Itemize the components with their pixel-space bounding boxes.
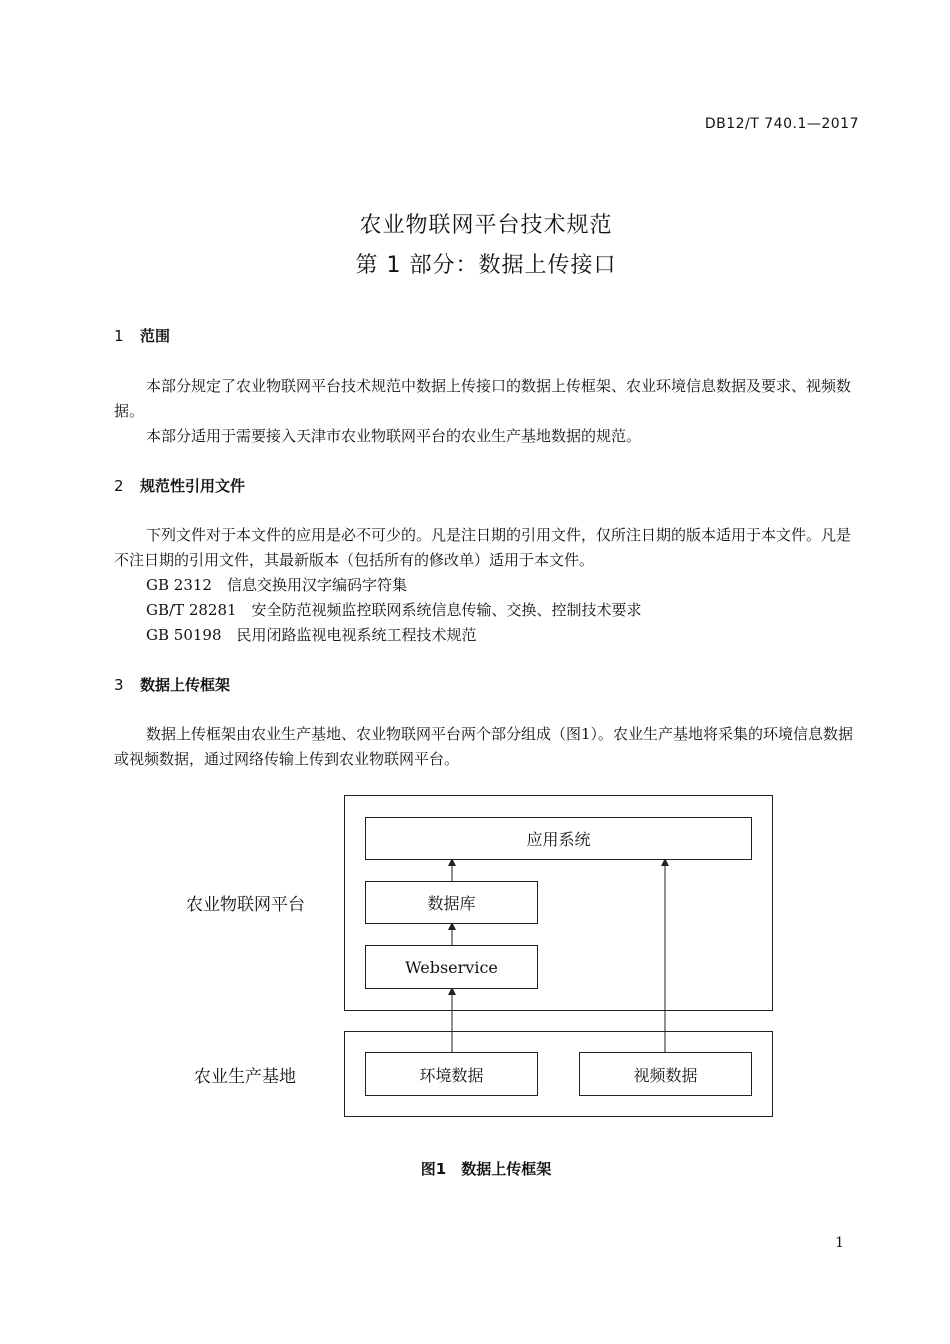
section-1-paragraph-2: 本部分适用于需要接入天津市农业物联网平台的农业生产基地数据的规范。: [146, 427, 642, 445]
section-number: 1: [114, 327, 124, 345]
webservice-box: [365, 945, 538, 989]
reference-item: GB/T 28281 安全防范视频监控联网系统信息传输、交换、控制技术要求: [146, 601, 642, 619]
database-box: [365, 881, 538, 924]
document-number: DB12/T 740.1—2017: [704, 116, 859, 132]
figure-caption: 图1 数据上传框架: [420, 1160, 552, 1178]
env-data-box: [365, 1052, 538, 1096]
reference-item: GB 2312 信息交换用汉字编码字符集: [146, 576, 407, 594]
env-data-label: 环境数据: [419, 1065, 484, 1085]
reference-item: GB 50198 民用闭路监视电视系统工程技术规范: [146, 626, 477, 644]
section-number: 3: [114, 676, 124, 694]
platform-label: 农业物联网平台: [186, 895, 305, 915]
section-1-paragraph-1: 本部分规定了农业物联网平台技术规范中数据上传接口的数据上传框架、农业环境信息数据及要求、视频数据。: [114, 377, 852, 420]
webservice-label: Webservice: [405, 957, 498, 977]
database-label: 数据库: [427, 894, 476, 913]
section-title: 数据上传框架: [140, 676, 231, 694]
app-system-box: [365, 817, 752, 860]
title-line-1: 农业物联网平台技术规范: [359, 213, 613, 238]
video-data-box: [579, 1052, 752, 1096]
title-line-2: 第 1 部分：数据上传接口: [355, 253, 617, 278]
base-label: 农业生产基地: [194, 1067, 296, 1087]
app-system-label: 应用系统: [526, 830, 591, 849]
section-title: 范围: [140, 327, 171, 345]
section-2-paragraph-1: 下列文件对于本文件的应用是必不可少的。凡是注日期的引用文件，仅所注日期的版本适用于本文件。凡是不注日期的引用文件，其最新版本（包括所有的修改单）适用于本文件。: [114, 526, 852, 569]
section-3-paragraph-1: 数据上传框架由农业生产基地、农业物联网平台两个部分组成（图1）。农业生产基地将采集的环境信息数据或视频数据，通过网络传输上传到农业物联网平台。: [114, 725, 854, 768]
section-number: 2: [114, 477, 124, 495]
video-data-label: 视频数据: [633, 1065, 698, 1085]
page-number: 1: [835, 1235, 844, 1251]
section-title: 规范性引用文件: [140, 477, 246, 495]
